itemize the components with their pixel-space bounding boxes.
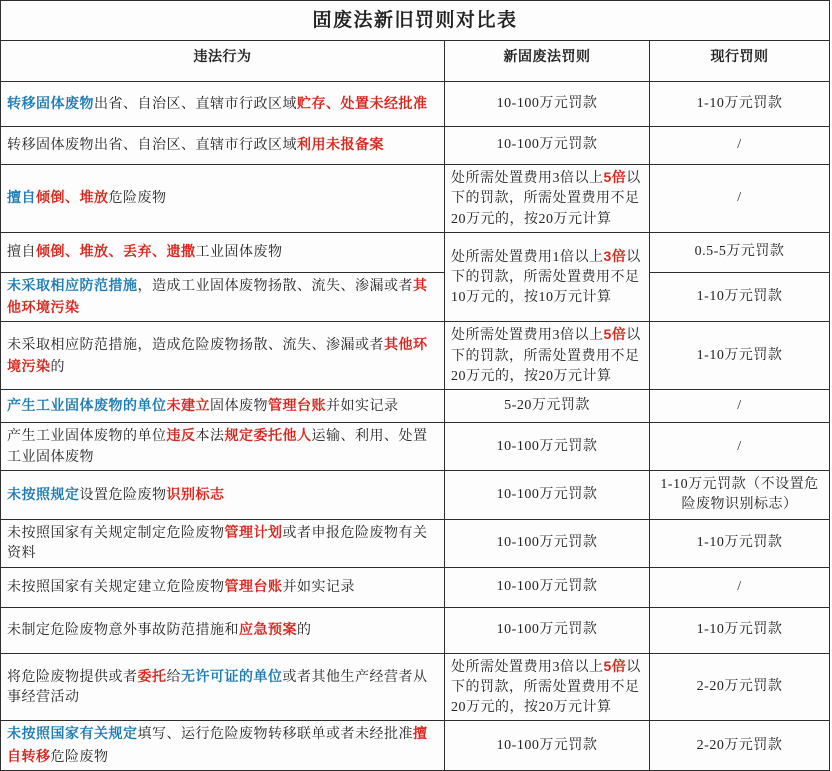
new-penalty-text-segment: 以下的罚款，所需处置费用不足20万元的，按20万元计算 [451, 171, 641, 227]
violation-cell [1, 127, 445, 165]
new-penalty-cell [445, 232, 650, 322]
violation-text-segment: 规定委托他人 [224, 427, 312, 444]
old-penalty-cell: 0.5-5万元罚款 [650, 232, 830, 272]
violation-text-segment: 利用未报备案 [297, 136, 384, 153]
violation-cell [1, 232, 445, 272]
violation-text-segment: 识别标志 [166, 485, 225, 502]
old-penalty-cell: 1-10万元罚款 [650, 272, 830, 322]
old-penalty-cell: 2-20万元罚款 [650, 653, 830, 721]
table-row [1, 390, 830, 423]
violation-cell [1, 390, 445, 423]
new-penalty-text-segment: 3倍 [603, 247, 627, 264]
table-row [1, 232, 830, 272]
table-row [1, 607, 830, 653]
new-penalty-text-segment: 以下的罚款，所需处置费用不足20万元的，按20万元计算 [451, 328, 641, 385]
violation-text-segment: 危险废物 [108, 191, 167, 207]
violation-cell [1, 423, 445, 471]
violation-text-segment: 管理台账 [224, 577, 283, 594]
column-header-new-penalty: 新固废法罚则 [445, 41, 650, 82]
violation-text-segment: 危险废物 [50, 749, 109, 765]
violation-text-segment: 的 [297, 622, 312, 638]
violation-text-segment: 倾倒、堆放、丢弃、遗撒 [36, 243, 196, 260]
title-row [1, 1, 830, 41]
violation-text-segment: 或者申报危险废物有关资料 [7, 525, 428, 562]
new-penalty-text-segment: 5倍 [603, 657, 627, 674]
violation-text-segment: 倾倒、堆放 [36, 189, 109, 206]
table-row [1, 165, 830, 233]
violation-text-segment: 贮存、处置未经批准 [297, 94, 428, 111]
old-penalty-cell: / [650, 165, 830, 233]
new-penalty-cell: 10-100万元罚款 [445, 423, 650, 471]
violation-text-segment: 或者其他生产经营者从事经营活动 [7, 669, 428, 705]
old-penalty-cell: 1-10万元罚款 [650, 82, 830, 127]
violation-text-segment: 未制定危险废物意外事故防范措施和 [7, 622, 239, 638]
new-penalty-cell [445, 165, 650, 233]
violation-text-segment: 未按照规定 [7, 485, 80, 502]
new-penalty-cell: 10-100万元罚款 [445, 470, 650, 519]
violation-cell [1, 607, 445, 653]
violation-text-segment: 擅自 [7, 189, 36, 206]
old-penalty-cell: / [650, 390, 830, 423]
new-penalty-text-segment: 处所需处置费用3倍以上 [451, 659, 604, 675]
new-penalty-cell: 10-100万元罚款 [445, 567, 650, 607]
new-penalty-cell: 10-100万元罚款 [445, 127, 650, 165]
new-penalty-text-segment: 5倍 [603, 326, 627, 343]
old-penalty-cell: / [650, 567, 830, 607]
table-body [1, 82, 830, 771]
new-penalty-cell: 10-100万元罚款 [445, 607, 650, 653]
table-title: 固废法新旧罚则对比表 [1, 1, 830, 41]
violation-cell [1, 82, 445, 127]
table-row [1, 423, 830, 471]
table-row [1, 272, 830, 322]
violation-text-segment: 未采取相应防范措施，造成危险废物扬散、流失、渗漏或者 [7, 337, 384, 353]
new-penalty-text-segment: 处所需处置费用1倍以上 [451, 249, 604, 265]
violation-text-segment: 产生工业固体废物的单位 [7, 397, 167, 414]
violation-text-segment: 产生工业固体废物的单位 [7, 429, 167, 445]
violation-text-segment: 转移固体废物出省、自治区、直辖市行政区域 [7, 138, 297, 154]
violation-text-segment: 擅自 [7, 245, 36, 261]
violation-text-segment: 委托 [137, 667, 167, 684]
violation-text-segment: 管理台账 [268, 397, 326, 414]
table-row [1, 653, 830, 721]
violation-text-segment: 填写、运行危险废物转移联单或者未经批准 [137, 727, 413, 743]
new-penalty-text-segment: 处所需处置费用3倍以上 [451, 171, 604, 186]
table-row [1, 127, 830, 165]
violation-text-segment: ，造成工业固体废物扬散、流失、渗漏或者 [137, 278, 413, 294]
table-row [1, 470, 830, 519]
new-penalty-cell [445, 653, 650, 721]
new-penalty-text-segment: 以下的罚款，所需处置费用不足10万元的，按10万元计算 [451, 249, 641, 306]
violation-text-segment: 其他环境污染 [7, 276, 428, 316]
violation-text-segment: 将危险废物提供或者 [7, 669, 138, 685]
violation-text-segment: 未建立 [166, 397, 210, 414]
column-header-old-penalty: 现行罚则 [650, 41, 830, 82]
table-row [1, 322, 830, 390]
violation-text-segment: 运输、利用、处置工业固体废物 [7, 429, 428, 465]
old-penalty-cell: 1-10万元罚款 [650, 519, 830, 567]
table-row [1, 82, 830, 127]
violation-text-segment: 应急预案 [239, 620, 297, 637]
violation-text-segment: 未按照国家有关规定制定危险废物 [7, 525, 225, 541]
violation-text-segment: 本法 [195, 429, 225, 445]
violation-text-segment: 擅自转移 [7, 725, 428, 764]
violation-text-segment: 固体废物 [210, 399, 268, 415]
old-penalty-cell: 1-10万元罚款 [650, 322, 830, 390]
table-row [1, 519, 830, 567]
violation-cell [1, 721, 445, 771]
violation-text-segment: 并如实记录 [282, 579, 355, 595]
old-penalty-cell: / [650, 423, 830, 471]
violation-text-segment: 转移固体废物 [7, 94, 94, 111]
violation-text-segment: 无许可证的单位 [181, 667, 283, 684]
new-penalty-text-segment: 5倍 [603, 169, 627, 185]
old-penalty-cell: 2-20万元罚款 [650, 721, 830, 771]
new-penalty-cell: 10-100万元罚款 [445, 519, 650, 567]
violation-text-segment: 管理计划 [224, 523, 283, 540]
violation-text-segment: 设置危险废物 [79, 487, 167, 503]
violation-text-segment: 违反 [166, 427, 196, 444]
violation-text-segment: 的 [50, 359, 65, 375]
violation-text-segment: 未按照国家有关规定建立危险废物 [7, 579, 225, 595]
violation-text-segment: 并如实记录 [326, 399, 399, 415]
violation-cell [1, 322, 445, 390]
new-penalty-cell [445, 322, 650, 390]
new-penalty-text-segment: 以下的罚款，所需处置费用不足20万元的，按20万元计算 [451, 659, 641, 716]
column-header-violation: 违法行为 [1, 41, 445, 82]
new-penalty-cell: 10-100万元罚款 [445, 82, 650, 127]
table-row [1, 567, 830, 607]
violation-cell [1, 519, 445, 567]
violation-cell [1, 165, 445, 233]
old-penalty-cell: 1-10万元罚款 [650, 607, 830, 653]
violation-text-segment: 给 [166, 669, 181, 685]
header-row [1, 41, 830, 82]
violation-cell [1, 567, 445, 607]
violation-text-segment: 出省、自治区、直辖市行政区域 [94, 96, 297, 112]
table-row [1, 721, 830, 771]
old-penalty-cell: / [650, 127, 830, 165]
new-penalty-cell: 5-20万元罚款 [445, 390, 650, 423]
violation-text-segment: 其他环境污染 [7, 335, 428, 374]
new-penalty-cell: 10-100万元罚款 [445, 721, 650, 771]
violation-cell [1, 470, 445, 519]
old-penalty-cell: 1-10万元罚款（不设置危险废物识别标志） [650, 470, 830, 519]
violation-text-segment: 未采取相应防范措施 [7, 276, 138, 293]
violation-text-segment: 未按照国家有关规定 [7, 725, 138, 742]
violation-cell [1, 272, 445, 322]
violation-cell [1, 653, 445, 721]
new-penalty-text-segment: 处所需处置费用3倍以上 [451, 328, 604, 344]
violation-text-segment: 工业固体废物 [195, 245, 283, 261]
